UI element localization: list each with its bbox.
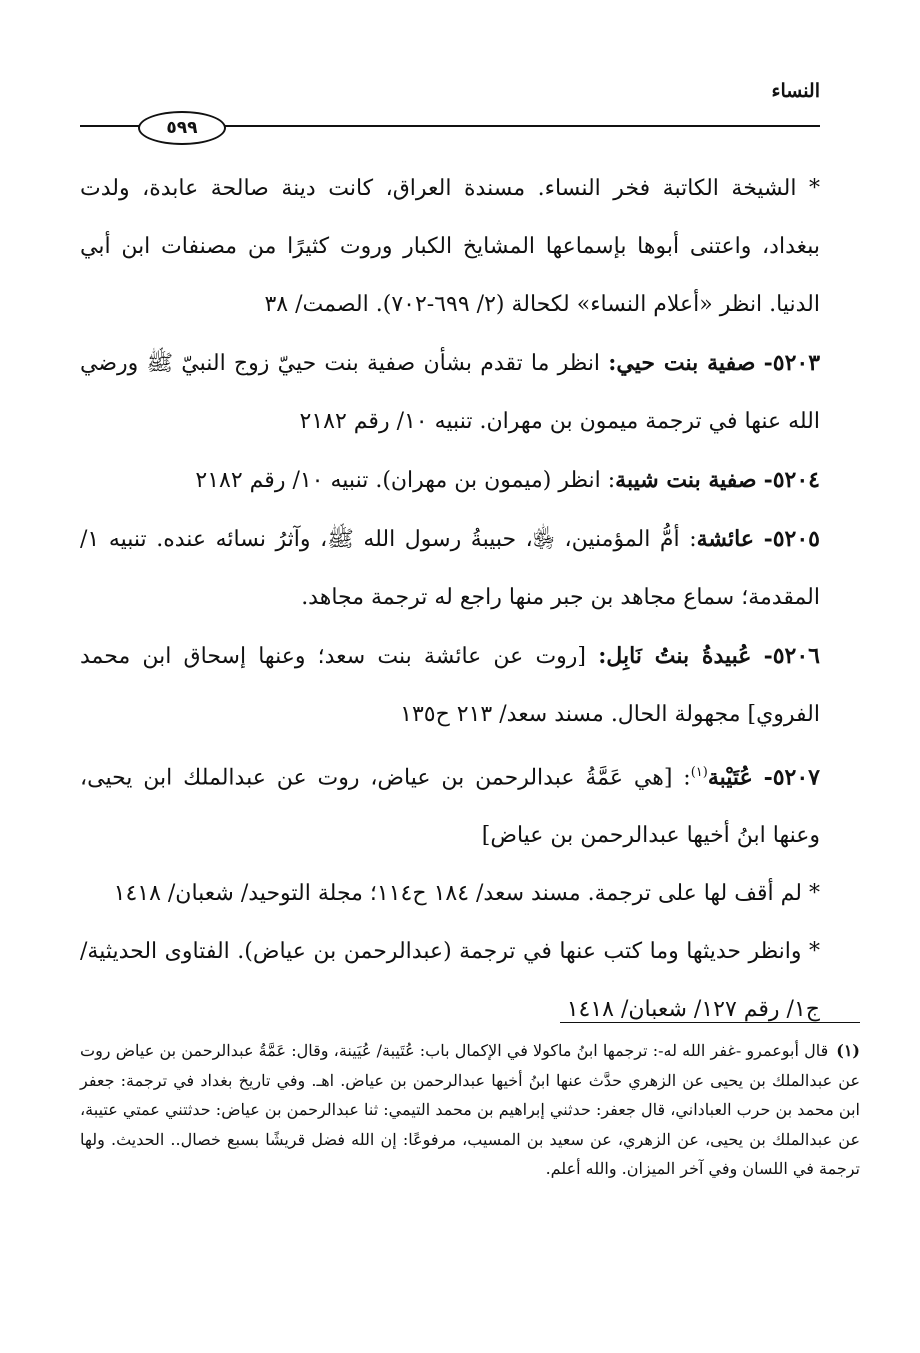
footnote-number: (١) <box>836 1041 860 1060</box>
entry-name: عائشة <box>696 526 755 552</box>
entry-name: عُبيدةُ بنتُ نَابِل: <box>598 643 752 669</box>
entry-number: ٥٢٠٥- <box>763 526 820 552</box>
entry-5204 <box>80 451 820 510</box>
main-text <box>80 160 820 1039</box>
entry-text: انظر ما تقدم بشأن صفية بنت حييّ زوج النبيّ ﷺ ورضي الله عنها في ترجمة ميمون بن مهران. تنبيه ١٠/ رقم ٢١٨٢ <box>80 351 820 434</box>
entry-5206 <box>80 627 820 744</box>
entry-5207 <box>80 744 820 865</box>
entry-5205 <box>80 510 820 627</box>
footnote <box>80 1036 860 1184</box>
entry-text: [روت عن عائشة بنت سعد؛ وعنها إسحاق ابن محمد الفروي] مجهولة الحال. مسند سعد/ ٢١٣ ح١٣٥ <box>80 644 820 727</box>
chapter-title: النساء <box>771 80 820 102</box>
paragraph-intro <box>80 160 820 334</box>
footnote-text: قال أبوعمرو -غفر الله له-: ترجمها ابنُ ماكولا في الإكمال باب: عُتَيبة/ عُيَينة، وقال: عَمَّةُ عبدالرحمن بن عياض روت عن عبدالملك بن يحيى عن الزهري حدَّث عنها ابنُ أخيها عبدالرحمن بن عياض. اهـ. وفي تاريخ بغداد في ترجمة: جعفر ابن محمد بن حرب العباداني، قال جعفر: حدثني إبراهيم بن محمد التيمي: ثنا عبدالرحمن بن عياض: حدثتني عمتي عتيبة، عن عبدالملك بن يحيى، عن الزهري، عن سعيد بن المسيب، مرفوعًا: إن الله فضل قريشًا بسبع خصال.. الحديث. ولها ترجمة في اللسان وفي آخر الميزان. والله أعلم. <box>80 1041 860 1178</box>
entry-number: ٥٢٠٤- <box>763 467 820 493</box>
entry-name: صفية بنت شيبة <box>615 467 757 493</box>
entry-number: ٥٢٠٣- <box>763 350 821 376</box>
entry-text: : [هي عَمَّةُ عبدالرحمن بن عياض، روت عن عبدالملك ابن يحيى، وعنها ابنُ أخيها عبدالرحمن بن عياض] <box>80 765 820 849</box>
entry-number: ٥٢٠٧- <box>763 764 820 791</box>
entry-name: صفية بنت حيي: <box>608 350 756 376</box>
entry-5203 <box>80 334 820 451</box>
entry-text: : انظر (ميمون بن مهران). تنبيه ١٠/ رقم ٢١٨٢ <box>195 468 616 493</box>
paragraph-text: * الشيخة الكاتبة فخر النساء. مسندة العراق، كانت دينة صالحة عابدة، ولدت ببغداد، واعتنى أبوها بإسماعها المشايخ الكبار وروت كثيرًا من مصنفات ابن أبي الدنيا. انظر «أعلام النساء» لكحالة (٢/ ٦٩٩-٧٠٢). الصمت/ ٣٨ <box>80 176 820 317</box>
footnote-reference[interactable]: (١) <box>690 765 708 780</box>
entry-text: : أمُّ المؤمنين، ﵂، حبيبةُ رسول الله ﷺ، وآثرُ نسائه عنده. تنبيه ١/ المقدمة؛ سماع مجاهد بن جبر منها راجع له ترجمة مجاهد. <box>80 527 820 610</box>
page-number: ٥٩٩ <box>138 111 226 145</box>
footnote-separator <box>560 1022 860 1023</box>
entry-number: ٥٢٠٦- <box>763 643 820 669</box>
entry-name: عُتَيْبة <box>707 764 753 791</box>
paragraph-text: * وانظر حديثها وما كتب عنها في ترجمة (عبدالرحمن بن عياض). الفتاوى الحديثية/ ج١/ رقم ١٢٧/ شعبان/ ١٤١٨ <box>80 939 820 1023</box>
paragraph-note-1 <box>80 865 820 923</box>
paragraph-text: * لم أقف لها على ترجمة. مسند سعد/ ١٨٤ ح١١٤؛ مجلة التوحيد/ شعبان/ ١٤١٨ <box>113 881 820 907</box>
